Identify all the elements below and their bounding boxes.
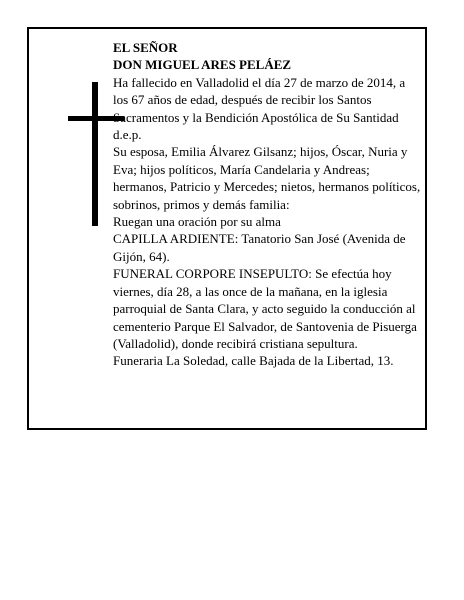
family-list: Su esposa, Emilia Álvarez Gilsanz; hijos, Óscar, Nuria y Eva; hijos políticos, María Candelaria y Andreas; hermanos, Patricio y Mercedes; nietos, hermanos políticos, sobrinos, primos y demás familia:: [113, 144, 421, 212]
cross-vertical-bar: [92, 82, 98, 226]
death-announcement: Ha fallecido en Valladolid el día 27 de marzo de 2014, a los 67 años de edad, después de recibir los Santos Sacramentos y la Bendición Apostólica de Su Santidad d.e.p.: [113, 74, 406, 143]
funeral-info: FUNERAL CORPORE INSEPULTO: Se efectúa hoy viernes, día 28, a las once de la mañana, en la iglesia parroquial de Santa Clara, y acto seguido la conducción al cementerio Parque El Salvador, de Santovenia de Pisuerga (Valladolid), donde recibirá cristiana sepultura.: [113, 266, 417, 351]
notice-text: [113, 39, 421, 370]
funeral-home: Funeraria La Soledad, calle Bajada de la Libertad, 13.: [113, 353, 394, 369]
deceased-name: DON MIGUEL ARES PELÁEZ: [113, 57, 292, 73]
chapel-info: CAPILLA ARDIENTE: Tanatorio San José (Avenida de Gijón, 64).: [113, 231, 406, 264]
prayer-request: Ruegan una oración por su alma: [113, 214, 281, 230]
notice-title: EL SEÑOR: [113, 40, 178, 55]
